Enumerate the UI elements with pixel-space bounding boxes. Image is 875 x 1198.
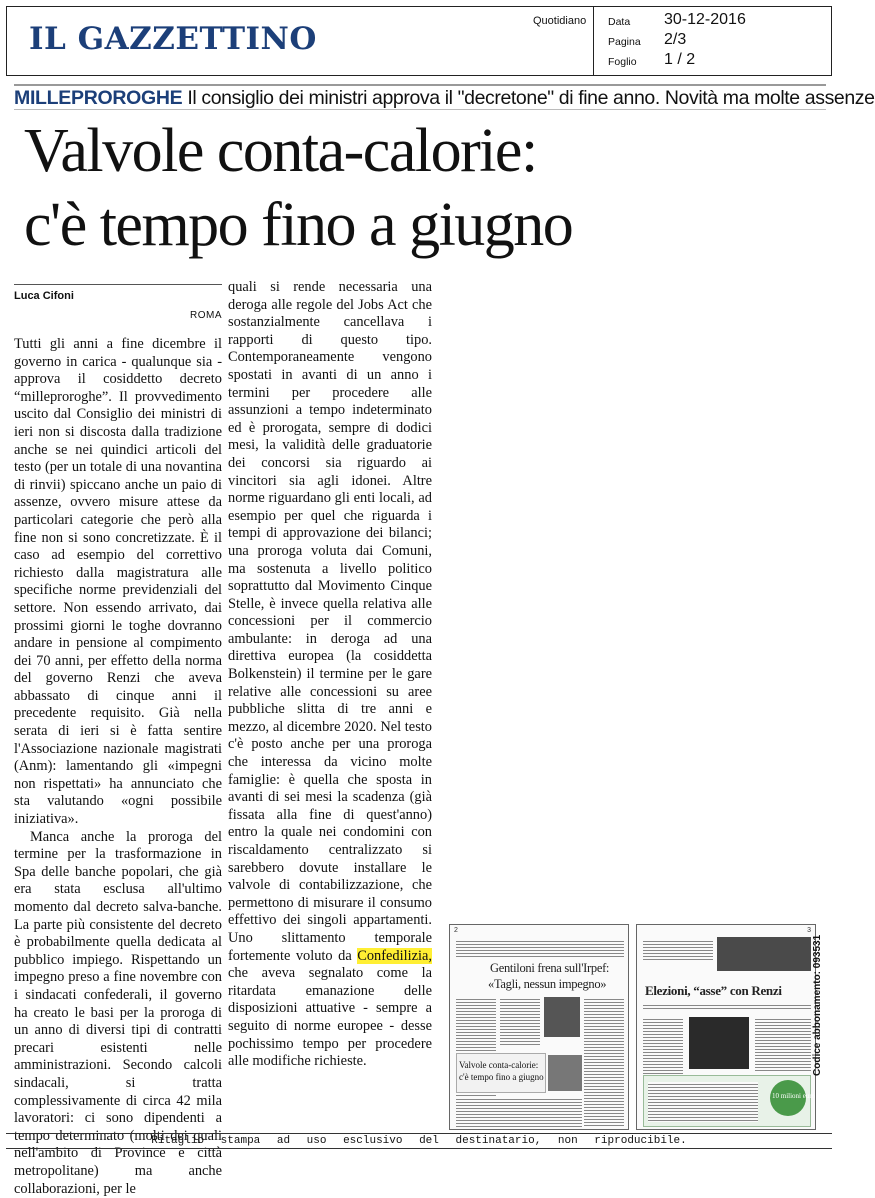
highlighted-term: Confedilizia, <box>357 947 432 964</box>
newspaper-logo: IL GAZZETTINO <box>29 21 317 57</box>
meta-row-date <box>602 11 831 31</box>
meta-value: 2/3 <box>664 31 687 48</box>
thumbnail-text-block <box>643 939 713 961</box>
kicker-label: MILLEPROROGHE <box>14 87 183 109</box>
thumbnail-text-block <box>648 1082 758 1122</box>
thumbnail-text-block <box>456 939 624 957</box>
meta-key: Pagina <box>608 36 641 48</box>
thumbnail-inset-title-2: c'è tempo fino a giugno <box>459 1072 544 1082</box>
thumbnail-text-block <box>755 1017 811 1071</box>
kicker-text: Il consiglio dei ministri approva il "decretone" di fine anno. Novità ma molte assenze <box>182 87 875 109</box>
meta-row-sheet <box>602 51 831 71</box>
paragraph-3-text-b: che aveva segnalato come la ritardata emanazione delle disposizioni attuative - sempre a seguito di norme europee - desse pochissimo tempo per procedere alle modifiche richieste. <box>228 965 432 1070</box>
meta-value: 30-12-2016 <box>664 11 746 28</box>
headline-line-2: c'è tempo fino a giugno <box>24 191 573 259</box>
dateline: ROMA <box>190 310 222 321</box>
thumbnail-headline: Elezioni, “asse” con Renzi <box>645 983 782 998</box>
footer-disclaimer: Ritaglio stampa ad uso esclusivo del destinatario, non riproducibile. <box>6 1133 832 1149</box>
paragraph-1: Tutti gli anni a fine dicembre il governo in carica - qualunque sia - approva il cosiddetto decreto “milleproroghe”. Il provvedimento uscito dal Consiglio dei ministri di ieri non si discosta dalla tradizione anche se nei quindici articoli del testo (per un totale di una novantina di rinvii) spiccano anche un paio di assenze, ovvero misure attese da particolari categorie che però alla fine non si sono concretizzate. È il caso ad esempio del correttivo richiesto dalla magistratura alle specifiche norme previdenziali del settore. Non essendo arrivato, dai prossimi giorni le toghe dovranno andare in pensione al compimento dei 70 anni, per effetto della norma del governo Renzi che aveva abbassato di cinque anni il precedente requisito. Già nella serata di ieri si è fatta sentire l'Associazione nazionale magistrati (Anm): lamentando gli «impegni non rispettati» ha annunciato che sta valutando «ogni possibile iniziativa». <box>14 336 222 828</box>
thumbnail-text-block <box>500 997 540 1047</box>
page-thumbnail-right <box>636 924 816 1130</box>
thumbnail-photo <box>544 997 580 1037</box>
text-column-2 <box>228 279 432 1070</box>
meta-key: Foglio <box>608 56 637 68</box>
thumbnail-inset-title: Valvole conta-calorie: <box>459 1060 539 1070</box>
masthead-box <box>6 6 832 76</box>
thumbnail-photo <box>689 1017 749 1069</box>
page-thumbnail-left <box>449 924 629 1130</box>
thumbnail-ad-box <box>643 1075 816 1127</box>
subscription-code-text: Codice abbonamento: 093531 <box>812 934 823 1076</box>
publication-type: Quotidiano <box>533 15 587 27</box>
meta-key: Data <box>608 16 631 28</box>
logo-area <box>7 7 593 75</box>
article-kicker <box>14 84 875 110</box>
thumbnail-photo <box>548 1055 582 1091</box>
thumbnail-headline: Gentiloni frena sull'Irpef: <box>490 961 610 975</box>
thumbnail-text-block <box>584 997 624 1127</box>
thumbnail-photo <box>717 937 811 971</box>
author-name: Luca Cifoni <box>14 290 74 302</box>
byline-divider <box>14 284 222 285</box>
thumbnail-text-block <box>456 1097 582 1127</box>
article-headline <box>24 114 624 262</box>
thumbnail-headline-2: «Tagli, nessun impegno» <box>488 977 607 991</box>
paragraph-3 <box>228 279 432 1071</box>
thumbnail-inset-box <box>456 1053 546 1093</box>
thumbnail-page-number: 3 <box>807 927 811 934</box>
clipping-meta <box>593 7 831 75</box>
meta-value: 1 / 2 <box>664 51 696 68</box>
text-column-1 <box>14 336 222 1197</box>
paragraph-3-text-a: quali si rende necessaria una deroga alle regole del Jobs Act che sostanzialmente cancellava i rapporti di questo tipo. Contemporaneamente vengono spostati in avanti di un anno i termini per procedere alle assunzioni a tempo indeterminato ed è prorogata, sempre di dodici mesi, la validità delle graduatorie dei concorsi sia riguardo ai vincitori sia agli idonei. Altre norme riguardano gli enti locali, ad esempio per quel che riguarda i tempi di approvazione dei bilanci; una proroga voluta dai Comuni, ma sostenuta a livello politico soprattutto dal Movimento Cinque Stelle, è invece quella relativa alle concessioni per il commercio ambulante: in deroga ad una direttiva europea (la cosiddetta Bolkenstein) il termine per le gare relative alle concessioni su aree pubbliche slitta di tre anni e mezzo, al dicembre 2020. Nel testo c'è posto anche per una proroga che interessa da vicino molte famiglie: è quella che sposta in avanti di sei mesi la scadenza (già fissata alla fine di quest'anno) entro la quale nei condomini con riscaldamento centralizzato si sarebbero dovute installare le valvole di contabilizzazione, che permettono di misurare il consumo effettivo dei singoli appartamenti. Uno slittamento temporale fortemente voluto da <box>228 279 432 964</box>
meta-row-page <box>602 31 831 51</box>
paragraph-2: Manca anche la proroga del termine per la trasformazione in Spa delle banche popolari, che già era stata esclusa all'ultimo momento dal decreto salva-banche. La parte più consistente del decreto è probabilmente quella dedicata al pubblico impiego. Rispettando un impegno preso a fine novembre con i sindacati confederali, il governo ha creato le basi per la proroga di un anno di diversi tipi di contratti precari esistenti nelle amministrazioni. Secondo calcoli sindacali, si tratta complessivamente di circa 42 mila lavoratori: ci sono dipendenti a tempo determinato (molti dei quali nell'ambito di Province e città metropolitane) ma anche collaborazioni, per le <box>14 828 222 1197</box>
thumbnail-badge-text: 10 milioni euro <box>772 1092 816 1100</box>
thumbnail-text-block <box>643 1003 811 1011</box>
headline-line-1: Valvole conta-calorie: <box>24 117 537 185</box>
thumbnail-page-number: 2 <box>454 927 458 934</box>
